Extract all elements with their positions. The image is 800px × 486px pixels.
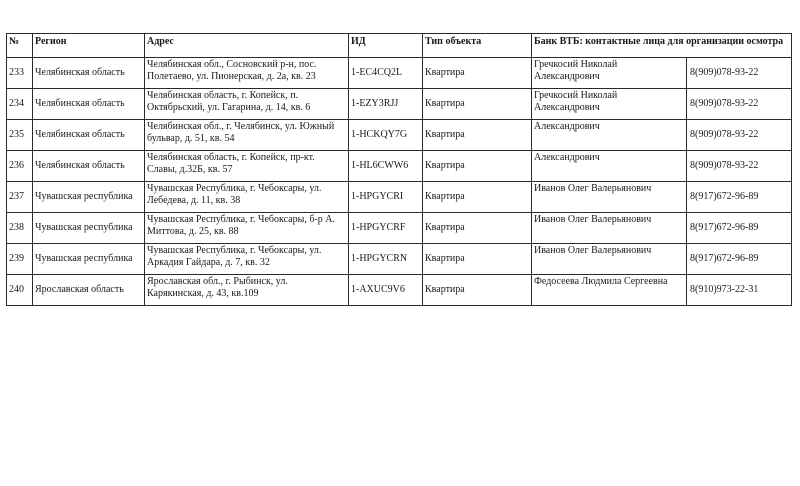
- row-contact-cell: Александрович: [532, 120, 687, 151]
- row-id-cell: 1-HPGYCRF: [349, 213, 423, 244]
- row-region-cell: Чувашская республика: [33, 182, 145, 213]
- header-region: Регион: [33, 34, 145, 58]
- row-num-cell: 233: [7, 58, 33, 89]
- row-num-cell: 238: [7, 213, 33, 244]
- row-id-cell: 1-HPGYCRI: [349, 182, 423, 213]
- row-type-cell: Квартира: [423, 182, 532, 213]
- row-phone-cell: 8(917)672-96-89: [687, 182, 792, 213]
- row-num-cell: 235: [7, 120, 33, 151]
- row-id-cell: 1-EZY3RJJ: [349, 89, 423, 120]
- row-phone-cell: 8(909)078-93-22: [687, 151, 792, 182]
- row-phone-cell: 8(909)078-93-22: [687, 58, 792, 89]
- table-header-row: [7, 34, 792, 58]
- row-num-cell: 234: [7, 89, 33, 120]
- row-region-cell: Челябинская область: [33, 89, 145, 120]
- row-address-cell: Чувашская Республика, г. Чебоксары, б-р А. Миттова, д. 25, кв. 88: [145, 213, 349, 244]
- row-phone-cell: 8(917)672-96-89: [687, 244, 792, 275]
- table-row: [7, 244, 792, 275]
- row-type-cell: Квартира: [423, 58, 532, 89]
- row-num-cell: 237: [7, 182, 33, 213]
- row-num-cell: 236: [7, 151, 33, 182]
- row-id-cell: 1-HCKQY7G: [349, 120, 423, 151]
- objects-table: [6, 33, 792, 306]
- row-contact-cell: Гречкосий Николай Александрович: [532, 58, 687, 89]
- row-contact-cell: Иванов Олег Валерьянович: [532, 213, 687, 244]
- row-region-cell: Челябинская область: [33, 120, 145, 151]
- row-address-cell: Чувашская Республика, г. Чебоксары, ул. Лебедева, д. 11, кв. 38: [145, 182, 349, 213]
- header-bank-contacts: Банк ВТБ: контактные лица для организации осмотра: [532, 34, 792, 58]
- row-contact-cell: Иванов Олег Валерьянович: [532, 182, 687, 213]
- header-address: Адрес: [145, 34, 349, 58]
- row-address-cell: Ярославская обл., г. Рыбинск, ул. Карякинская, д. 43, кв.109: [145, 275, 349, 306]
- header-type: Тип объекта: [423, 34, 532, 58]
- row-address-cell: Челябинская область, г. Копейск, пр-кт. Славы, д.32Б, кв. 57: [145, 151, 349, 182]
- row-id-cell: 1-EC4CQ2L: [349, 58, 423, 89]
- row-phone-cell: 8(917)672-96-89: [687, 213, 792, 244]
- table-row: [7, 120, 792, 151]
- row-region-cell: Ярославская область: [33, 275, 145, 306]
- table-row: [7, 182, 792, 213]
- row-contact-cell: Иванов Олег Валерьянович: [532, 244, 687, 275]
- row-type-cell: Квартира: [423, 244, 532, 275]
- row-region-cell: Челябинская область: [33, 58, 145, 89]
- row-id-cell: 1-HL6CWW6: [349, 151, 423, 182]
- table-row: [7, 151, 792, 182]
- row-type-cell: Квартира: [423, 151, 532, 182]
- row-phone-cell: 8(909)078-93-22: [687, 89, 792, 120]
- row-id-cell: 1-AXUC9V6: [349, 275, 423, 306]
- row-address-cell: Челябинская обл., Сосновский р-н, пос. Полетаево, ул. Пионерская, д. 2а, кв. 23: [145, 58, 349, 89]
- table-row: [7, 275, 792, 306]
- table-row: [7, 89, 792, 120]
- row-num-cell: 240: [7, 275, 33, 306]
- header-num: №: [7, 34, 33, 58]
- row-contact-cell: Александрович: [532, 151, 687, 182]
- table-row: [7, 213, 792, 244]
- header-id: ИД: [349, 34, 423, 58]
- row-contact-cell: Федосеева Людмила Сергеевна: [532, 275, 687, 306]
- row-address-cell: Чувашская Республика, г. Чебоксары, ул. Аркадия Гайдара, д. 7, кв. 32: [145, 244, 349, 275]
- row-phone-cell: 8(909)078-93-22: [687, 120, 792, 151]
- row-type-cell: Квартира: [423, 275, 532, 306]
- row-region-cell: Чувашская республика: [33, 244, 145, 275]
- row-address-cell: Челябинская обл., г. Челябинск, ул. Южный бульвар, д. 51, кв. 54: [145, 120, 349, 151]
- row-type-cell: Квартира: [423, 120, 532, 151]
- row-contact-cell: Гречкосий Николай Александрович: [532, 89, 687, 120]
- row-region-cell: Челябинская область: [33, 151, 145, 182]
- row-phone-cell: 8(910)973-22-31: [687, 275, 792, 306]
- row-type-cell: Квартира: [423, 89, 532, 120]
- row-id-cell: 1-HPGYCRN: [349, 244, 423, 275]
- row-region-cell: Чувашская республика: [33, 213, 145, 244]
- row-num-cell: 239: [7, 244, 33, 275]
- row-type-cell: Квартира: [423, 213, 532, 244]
- table-row: [7, 58, 792, 89]
- row-address-cell: Челябинская область, г. Копейск, п. Октябрьский, ул. Гагарина, д. 14, кв. 6: [145, 89, 349, 120]
- table-body: [7, 58, 792, 306]
